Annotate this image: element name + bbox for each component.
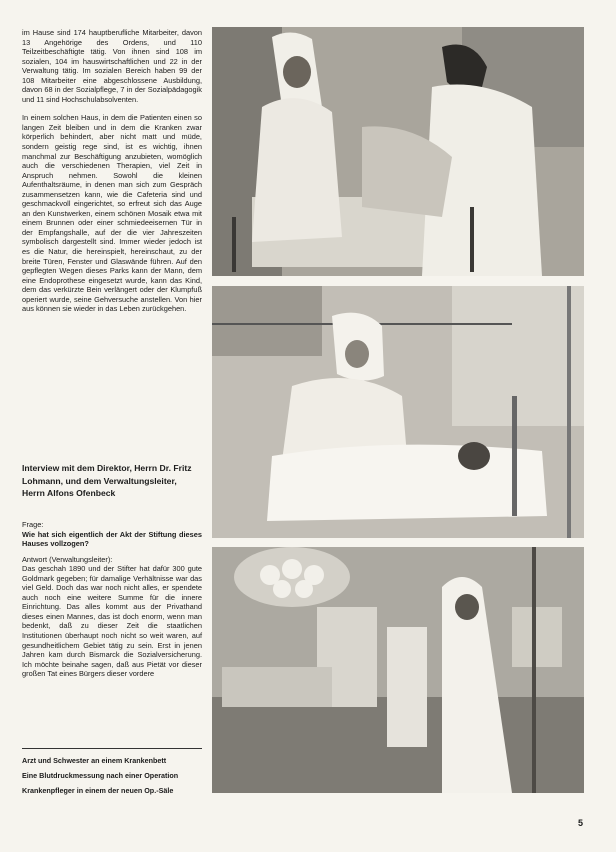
answer-label: Antwort (Verwaltungsleiter): — [22, 554, 113, 564]
photo-doctor-nurse-bedside — [212, 27, 584, 276]
caption-2: Eine Blutdruckmessung nach einer Operation — [22, 771, 179, 780]
paragraph-gap — [22, 104, 202, 113]
body-paragraph: im Hause sind 174 hauptberufliche Mitarbeiter, davon 13 Angehörige des Ordens, und 110 Teilzeitbeschäftigte tätig. Von ihnen sind 108 im sozialen, 104 im hauswirtschaftlichen und 22 in der Verwaltung tätig. Im sozialen Bereich haben 99 der 108 Mitarbeiter eine abgeschlossene Ausbildung, davon 68 in der Sozialpflege, 7 in der Sozialpädagogik und 11 sind Hochschulabsolventen. — [22, 28, 202, 104]
photo-operating-room — [212, 547, 584, 793]
answer-text: Das geschah 1890 und der Stifter hat dafür 300 gute Goldmark gegeben; für damalige Verhältnisse war das viel Geld. Doch das war noch nicht alles, er spendete auch noch eine weitere Summe für die innere Einrichtung. Das alles kommt aus der Privathand dieses einen Mannes, das ist doch enorm, wenn man bedenkt, daß zu dieser Zeit die staatlichen Institutionen überhaupt noch nicht so weit waren, auf gesundheitlichem Gebiet tätig zu sein. Erst in jenen Jahren kam durch Bismarck die Sozialversicherung. Ich möchte beinahe sagen, daß aus Pietät vor dieser großen Tat eines Bürgers dieser vordere — [22, 564, 202, 679]
question-label: Frage: — [22, 520, 44, 529]
body-paragraph: In einem solchen Haus, in dem die Patienten einen so langen Zeit bleiben und in dem die Kranken zwar körperlich behindert, aber nicht matt und müde, sondern geistig rege sind, ist es wichtig, ihnen manchmal zur Beschäftigung anzubieten, womöglich auch die verschiedenen Therapien, viel Zeit in Anspruch nehmen. Sowohl die kleinen Aufenthaltsräume, in denen man sich zum Gespräch zusammensetzen kann, wie die Cafeteria sind und geschmackvoll eingerichtet, so erfreut sich das Auge an den Kunstwerken, einem schönen Mosaik etwa mit einem Brunnen oder einer schmiedeeisernen Tür in der Empfangshalle, auf der die vier Jahreszeiten symbolisch dargestellt sind. Immer wieder jedoch ist es die Natur, die hereinspielt, hereinschaut, zu der breite Türen, Fenster und Glaswände führen. Auf den gepflegten Wegen dieses Parks kann der Mann, dem eine Endoprothese eingesetzt wurde, kann das Kind, dem das verkürzte Bein verlängert oder der Klumpfuß operiert wurde, seine Gehversuche anstellen. Von hier aus können sie wieder in das Leben zurückgehen. — [22, 113, 202, 314]
photo-blood-pressure — [212, 286, 584, 538]
interview-body — [22, 520, 202, 679]
caption-3: Krankenpfleger in einem der neuen Op.-Säle — [22, 786, 174, 795]
article-column — [22, 28, 202, 314]
interview-heading: Interview mit dem Direktor, Herrn Dr. Fritz Lohmann, und dem Verwaltungsleiter, Herrn Alfons Ofenbeck — [22, 463, 192, 498]
question-text: Wie hat sich eigentlich der Akt der Stiftung dieses Hauses vollzogen? — [22, 529, 202, 549]
photo-captions — [22, 755, 204, 800]
caption-rule — [22, 748, 202, 749]
caption-1: Arzt und Schwester an einem Krankenbett — [22, 756, 167, 765]
page-number: 5 — [578, 818, 584, 828]
